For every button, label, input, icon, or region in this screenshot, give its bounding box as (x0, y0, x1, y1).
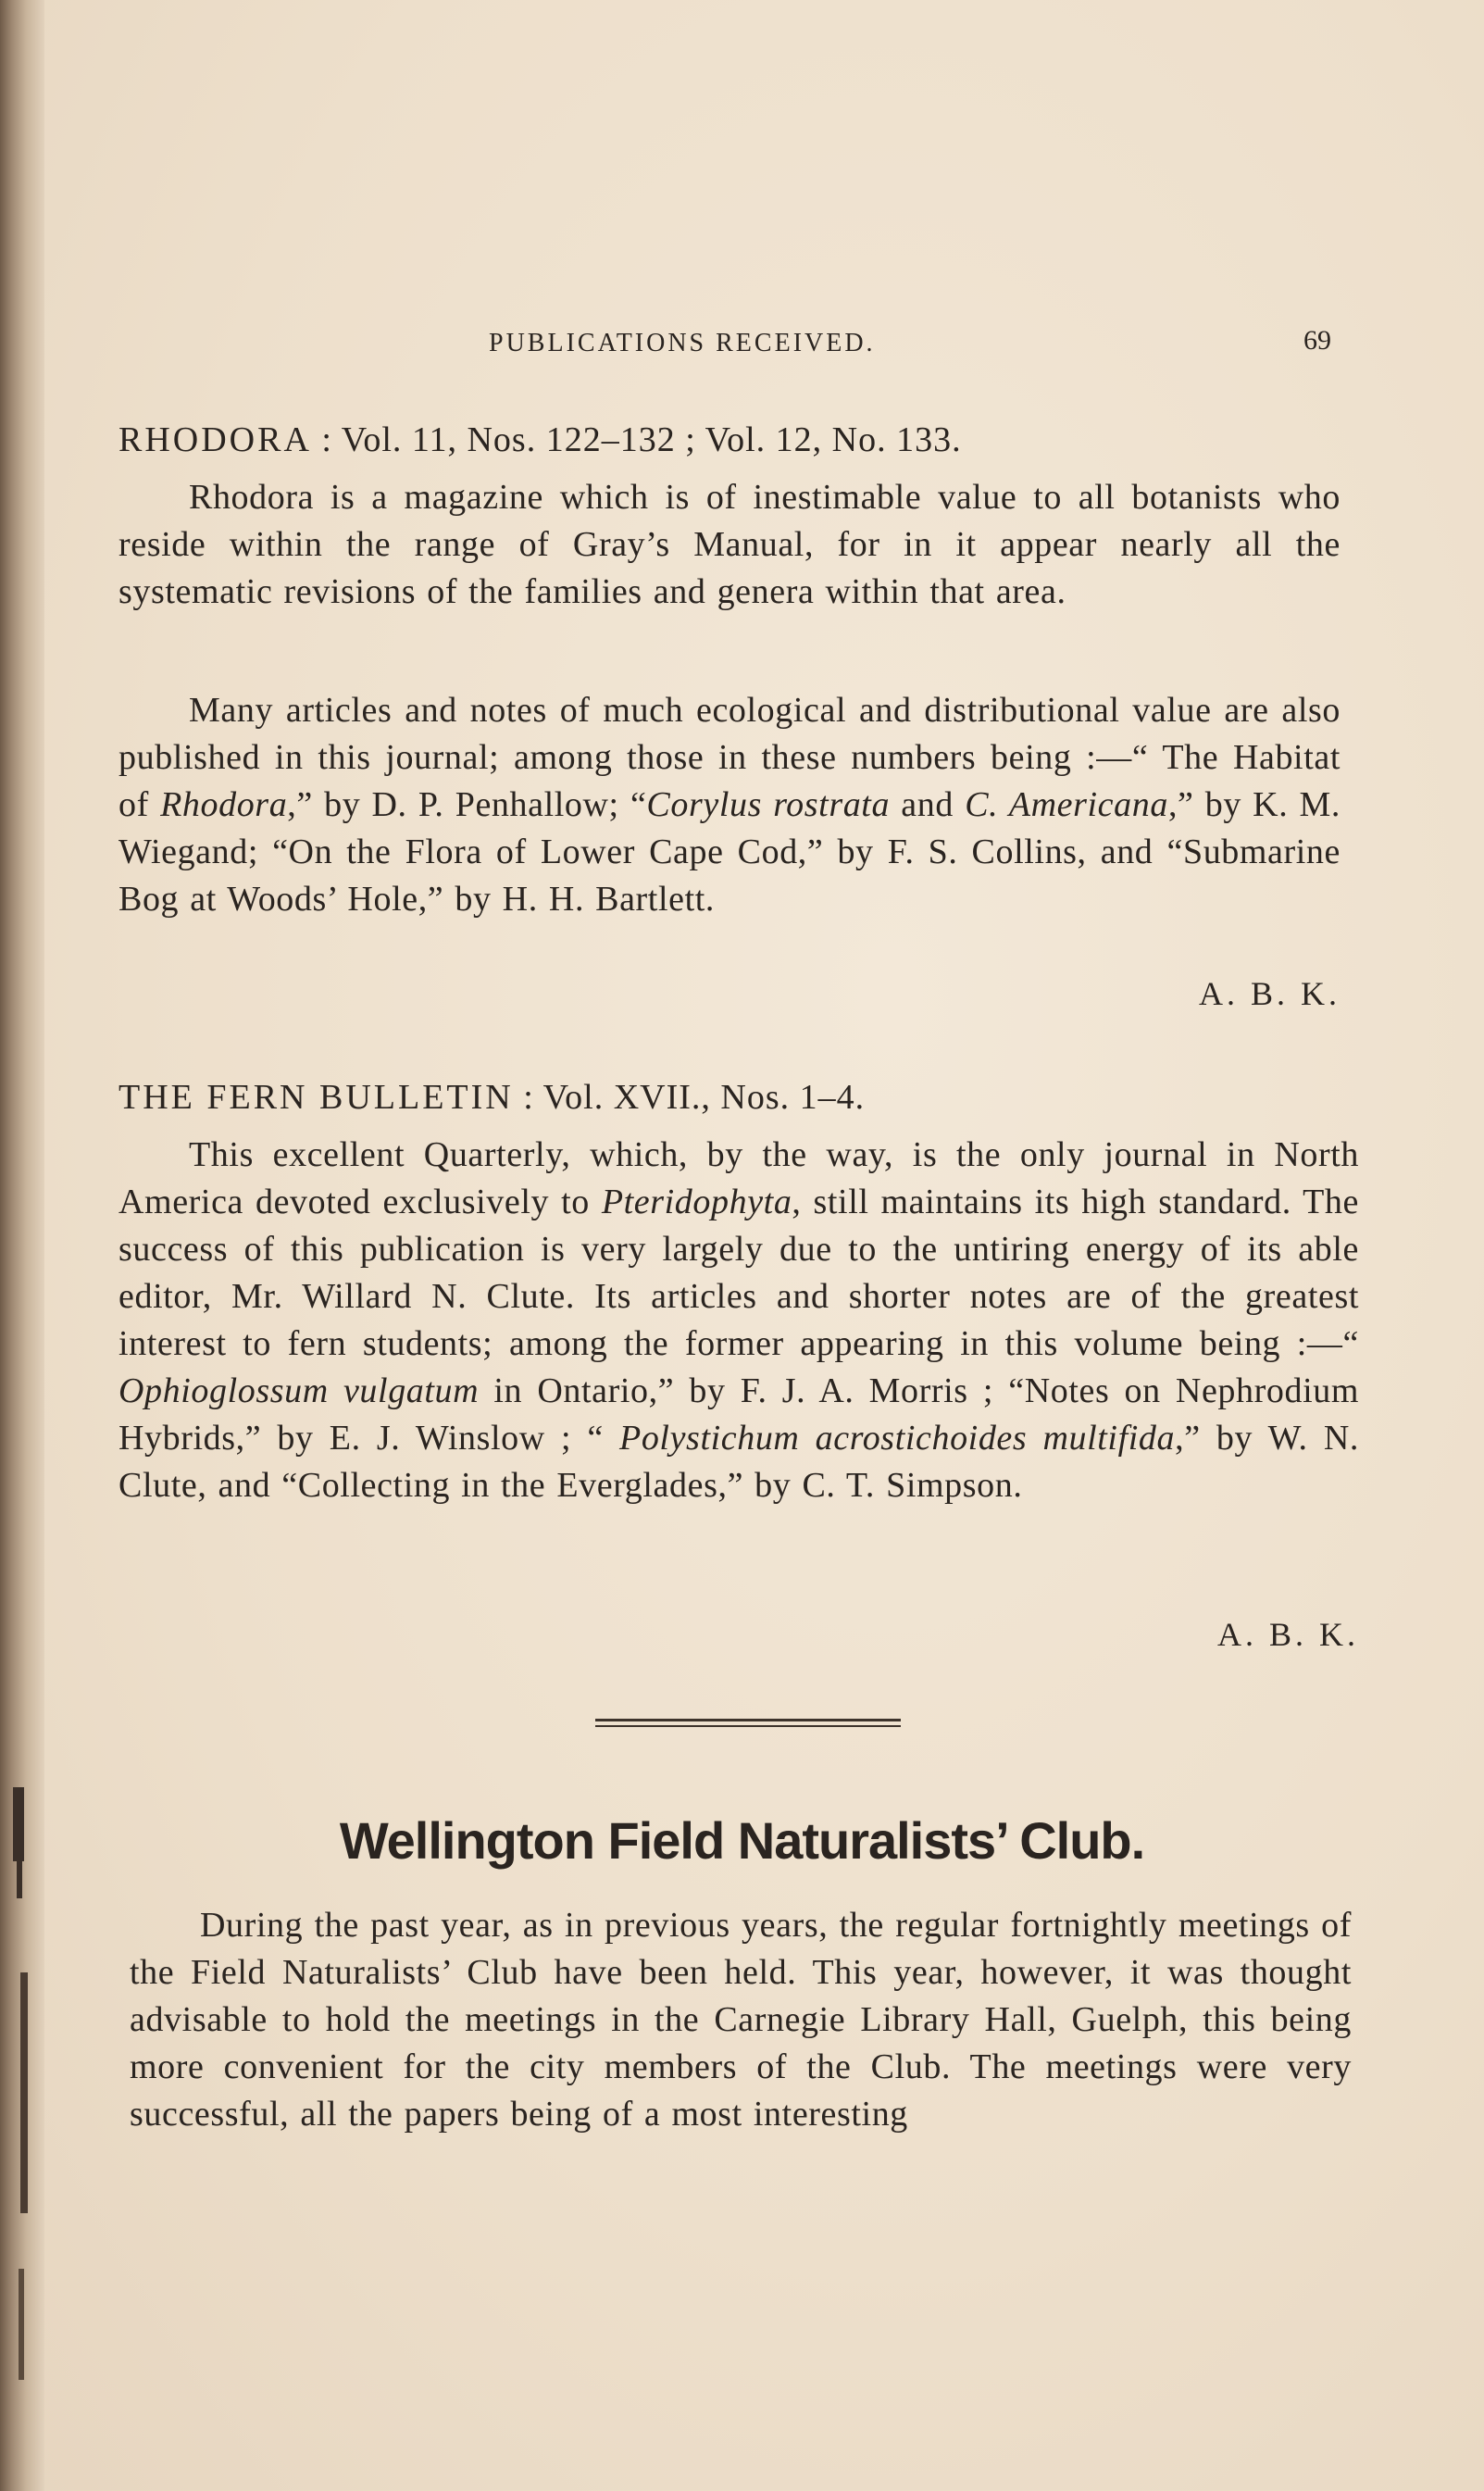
text-run: in Ontario,” by F. J. A. Morris ; “Notes on Nephrodium Hybrids,” by E. J. Winslow ; “ (118, 1371, 1360, 1458)
fern-bulletin-heading-volume: : Vol. XVII., Nos. 1–4. (513, 1078, 866, 1117)
italic-title: Corylus rostrata (646, 785, 891, 824)
page-number: 69 (1303, 325, 1331, 356)
fern-bulletin-paragraph (118, 1132, 1359, 1509)
italic-title: Ophioglossum vulgatum (118, 1371, 480, 1410)
running-head-title: PUBLICATIONS RECEIVED. (489, 329, 876, 357)
running-head (118, 325, 1341, 366)
text-run: ,” by W. N. Clute, and “Collecting in the Everglades,” by C. T. Simpson. (118, 1419, 1359, 1505)
rhodora-heading (118, 417, 962, 463)
text-run: Many articles and notes of much ecological and distributional value are also published in this journal; among those in these numbers being :—“ The Habitat of (118, 691, 1341, 824)
rule-line (595, 1719, 901, 1721)
text-run: ,” by D. P. Penhallow; “ (287, 785, 647, 824)
binding-mark (20, 1972, 28, 2213)
rhodora-signature: A. B. K. (1198, 975, 1341, 1012)
text-run: and (890, 785, 966, 824)
fern-bulletin-heading-title: THE FERN BULLETIN (118, 1078, 514, 1117)
italic-title: Rhodora (160, 785, 288, 824)
book-spine-shadow (0, 0, 44, 2491)
club-section-title: Wellington Field Naturalists’ Club. (339, 1811, 1145, 1870)
italic-title: C. Americana (965, 785, 1168, 824)
text-run: This excellent Quarterly, which, by the way, is the only journal in North America devoted exclusively to (118, 1135, 1359, 1221)
italic-title: Pteridophyta (601, 1183, 792, 1221)
club-paragraph: During the past year, as in previous years, the regular fortnightly meetings of the Field Naturalists’ Club have been held. This year, however, it was thought advisable to hold the meetings in the Carnegie Library Hall, Guelph, this being more convenient for the city members of the Club. The meetings were very successful, all the papers being of a most interesting (130, 1906, 1352, 2134)
text-run: ,” by K. M. Wiegand; “On the Flora of Lower Cape Cod,” by F. S. Collins, and “Submarine Bog at Woods’ Hole,” by H. H. Bartlett. (118, 785, 1341, 919)
rhodora-heading-title: RHODORA (118, 420, 312, 459)
rhodora-paragraph-1: Rhodora is a magazine which is of inestimable value to all botanists who reside within the range of Gray’s Manual, for in it appear nearly all the systematic revisions of the families and genera within that area. (118, 478, 1341, 611)
rhodora-heading-volume: : Vol. 11, Nos. 122–132 ; Vol. 12, No. 133. (311, 420, 962, 459)
section-divider-rule (595, 1719, 901, 1728)
fern-bulletin-heading (118, 1074, 865, 1120)
text-run: , still maintains its high standard. The success of this publication is very largely due to the untiring energy of its able editor, Mr. Willard N. Clute. Its articles and shorter notes are of the greatest interest to fern students; among the former appearing in this volume being :—“ (118, 1183, 1359, 1363)
binding-mark (19, 2269, 24, 2380)
rule-line (595, 1725, 901, 1727)
fern-bulletin-signature: A. B. K. (1216, 1616, 1359, 1653)
rhodora-paragraph-2 (118, 687, 1341, 923)
italic-title: Polystichum acrostichoides multifida (619, 1419, 1176, 1458)
